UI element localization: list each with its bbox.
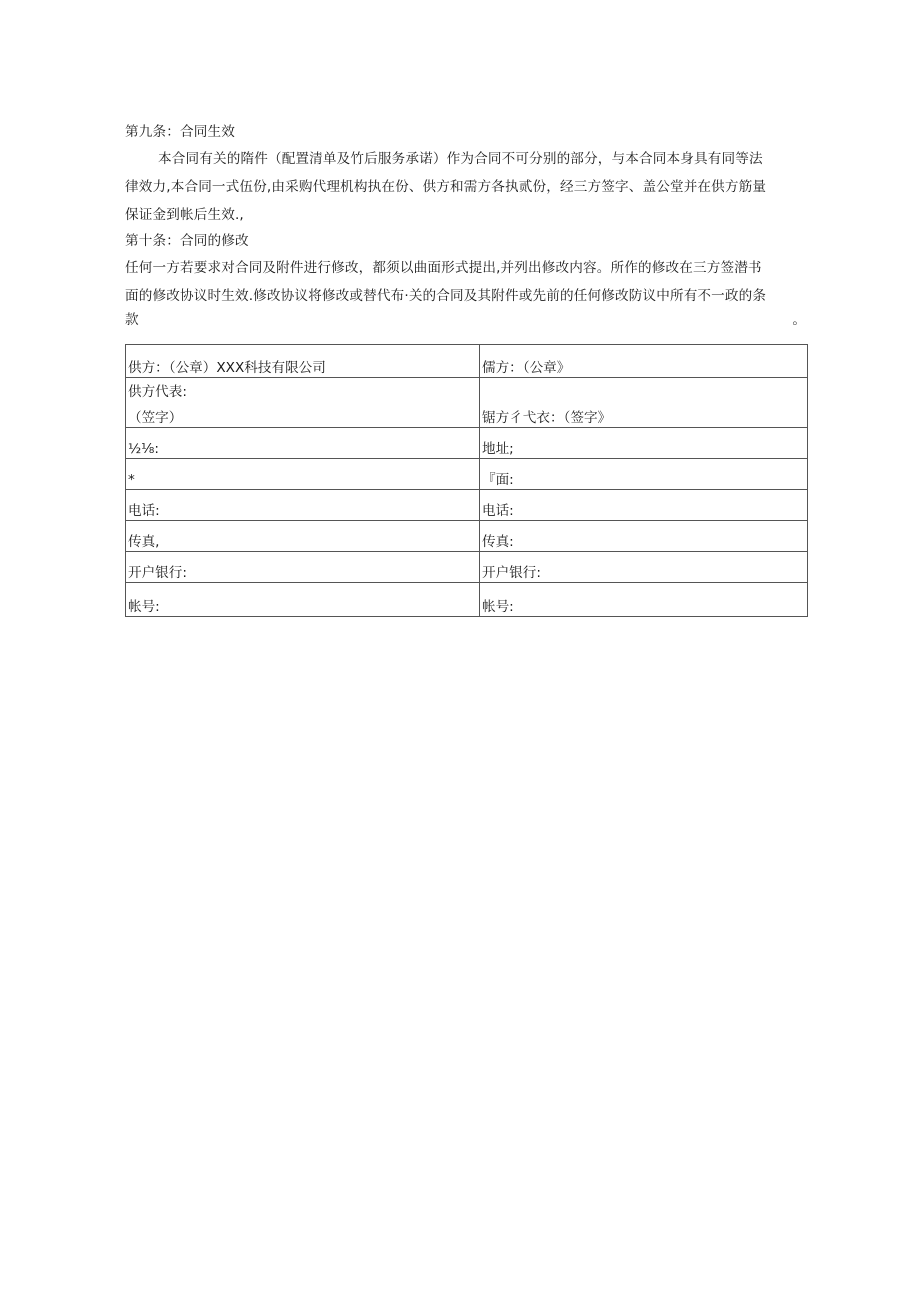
buyer-account-cell: 帐号: xyxy=(480,583,808,617)
article-10-line-1: 任何一方若要求对合同及附件进行修改，都须以曲面形式提出,并列出修改内容。所作的修改在三方签潜书 xyxy=(125,260,762,276)
article-9-line-3: 保证金到帐后生效., xyxy=(125,207,244,223)
signature-table xyxy=(125,344,808,617)
article-10-line-3 xyxy=(125,310,810,330)
table-row xyxy=(126,490,808,521)
supplier-representative-cell xyxy=(126,378,480,428)
table-row xyxy=(126,521,808,552)
buyer-fax-cell: 传真: xyxy=(480,521,808,552)
supplier-signature-label: （笠字） xyxy=(128,410,183,426)
article-9-line-2: 律效力,本合同一式伍份,由采购代理机构执在份、供方和需方各执贰份，经三方签字、盖公堂并在供方筋量 xyxy=(125,179,767,195)
article-10-line-2: 面的修改协议时生效.修改协议将修改或替代布·关的合同及其附件或先前的任何修改防议中所有不一政的条 xyxy=(125,288,767,304)
table-row xyxy=(126,583,808,617)
supplier-bank-cell: 开户银行: xyxy=(126,552,480,583)
buyer-phone-cell: 电话: xyxy=(480,490,808,521)
buyer-representative-cell: 锯方彳弋衣：（签字》 xyxy=(480,378,808,428)
supplier-representative-label: 供方代表: xyxy=(128,384,187,400)
supplier-account-cell: 帐号: xyxy=(126,583,480,617)
contract-text xyxy=(125,120,810,330)
article-10-heading: 第十条：合同的修改 xyxy=(125,233,249,249)
supplier-seal-cell: 供方：（公章）XXX科技有限公司 xyxy=(126,345,480,378)
table-row xyxy=(126,345,808,378)
supplier-postcode-cell: * xyxy=(126,459,480,490)
buyer-postcode-cell: 『面: xyxy=(480,459,808,490)
buyer-seal-cell: 儒方：（公章》 xyxy=(480,345,808,378)
article-9-line-1: 本合同有关的隋件（配置清单及竹后服务承诺）作为合同不可分别的部分，与本合同本身具有同等法 xyxy=(158,151,763,167)
table-row xyxy=(126,378,808,428)
buyer-address-cell: 地址; xyxy=(480,428,808,459)
table-row xyxy=(126,459,808,490)
article-10-trailing-mark: 。 xyxy=(792,312,806,328)
table-row xyxy=(126,552,808,583)
table-row xyxy=(126,428,808,459)
article-9-heading: 第九条：合同生效 xyxy=(125,124,235,140)
supplier-fax-cell: 传真, xyxy=(126,521,480,552)
supplier-phone-cell: 电话: xyxy=(126,490,480,521)
buyer-bank-cell: 开户银行: xyxy=(480,552,808,583)
supplier-address-cell: ½⅛: xyxy=(126,428,480,459)
article-10-line-3-text: 款 xyxy=(125,312,139,328)
